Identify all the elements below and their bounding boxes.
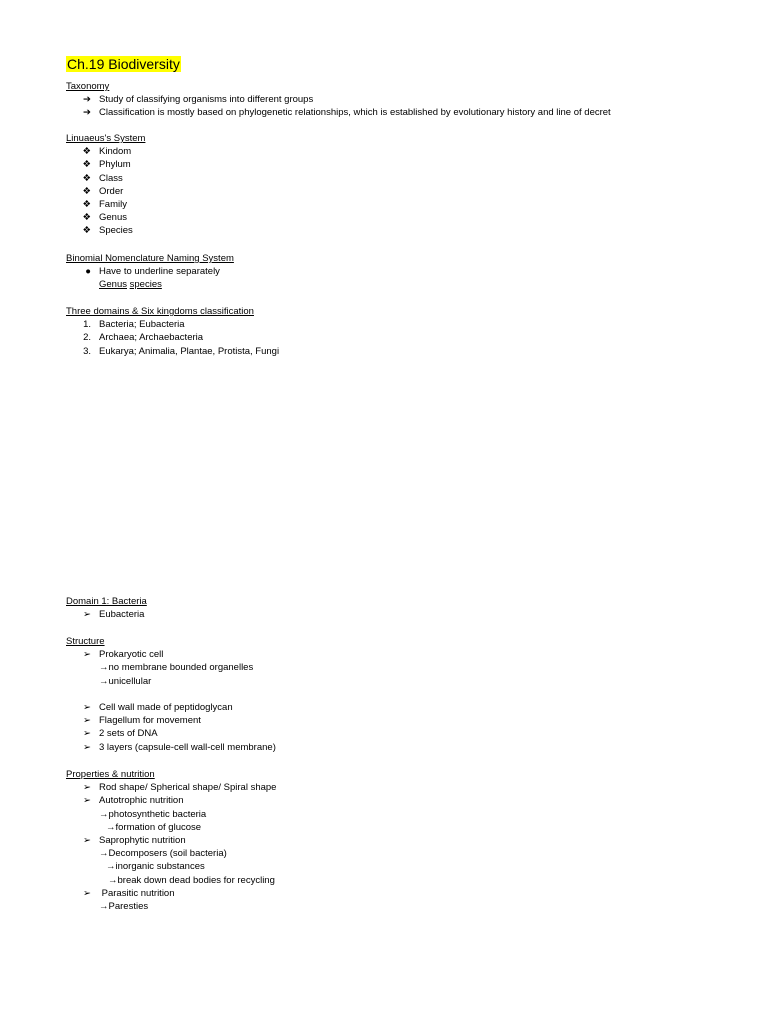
section-taxonomy bbox=[66, 80, 746, 120]
section-heading: Structure bbox=[66, 636, 105, 647]
sub-item: →Decomposers (soil bacteria) bbox=[99, 848, 227, 860]
diamond-bullet-icon: ❖ bbox=[82, 198, 91, 210]
section-heading: Domain 1: Bacteria bbox=[66, 596, 147, 607]
list-item: ❖ Phylum bbox=[66, 158, 746, 171]
sub-item: →break down dead bodies for recycling bbox=[108, 874, 275, 886]
list-item: ❖ Family bbox=[66, 198, 746, 211]
sub-item: →no membrane bounded organelles bbox=[99, 662, 254, 674]
arrowhead-bullet-icon: ➢ bbox=[83, 609, 91, 621]
arrowhead-bullet-icon: ➢ bbox=[83, 649, 91, 661]
list-item: ➢ 3 layers (capsule-cell wall-cell membrane) bbox=[66, 741, 746, 754]
section-heading: Binomial Nomenclature Naming System bbox=[66, 253, 234, 264]
sub-item: →unicellular bbox=[99, 675, 152, 687]
list-item: ➢ Saprophytic nutrition bbox=[66, 834, 746, 847]
arrowhead-bullet-icon: ➢ bbox=[83, 795, 91, 807]
list-item: ➢ Parasitic nutrition bbox=[66, 887, 746, 900]
diamond-bullet-icon: ❖ bbox=[82, 172, 91, 184]
arrowhead-bullet-icon: ➢ bbox=[83, 834, 91, 846]
list-item: ➔ Classification is mostly based on phylogenetic relationships, which is established by evolutionary history and line of decret bbox=[66, 106, 746, 119]
list-item: ➢ Autotrophic nutrition bbox=[66, 794, 746, 807]
section-heading: Taxonomy bbox=[66, 81, 110, 92]
page-title: Ch.19 Biodiversity bbox=[67, 56, 180, 72]
section-domain1 bbox=[66, 595, 746, 621]
list-item: ● Have to underline separately bbox=[66, 265, 746, 278]
list-item: ➢ Cell wall made of peptidoglycan bbox=[66, 701, 746, 714]
sub-item: →Paresties bbox=[99, 900, 149, 912]
sub-item: →formation of glucose bbox=[106, 821, 202, 833]
section-domains bbox=[66, 305, 746, 358]
list-item: ❖ Class bbox=[66, 172, 746, 185]
section-heading: Three domains & Six kingdoms classification bbox=[66, 306, 254, 317]
diamond-bullet-icon: ❖ bbox=[82, 185, 91, 197]
section-linnaeus bbox=[66, 132, 746, 238]
diamond-bullet-icon: ❖ bbox=[82, 159, 91, 171]
diamond-bullet-icon: ❖ bbox=[82, 212, 91, 224]
list-item: ➢ Flagellum for movement bbox=[66, 714, 746, 727]
list-item: ❖ Kindom bbox=[66, 145, 746, 158]
list-item: 1. Bacteria; Eubacteria bbox=[83, 319, 185, 331]
section-heading: Linuaeus's System bbox=[66, 133, 146, 144]
list-item: ➢ Rod shape/ Spherical shape/ Spiral shape bbox=[66, 781, 746, 794]
diamond-bullet-icon: ❖ bbox=[82, 225, 91, 237]
list-item: ➔ Study of classifying organisms into different groups bbox=[66, 93, 746, 106]
arrow-bullet-icon: ➔ bbox=[83, 94, 91, 106]
arrowhead-bullet-icon: ➢ bbox=[83, 715, 91, 727]
arrowhead-bullet-icon: ➢ bbox=[83, 728, 91, 740]
section-heading: Properties & nutrition bbox=[66, 769, 155, 780]
section-structure bbox=[66, 635, 746, 754]
arrowhead-bullet-icon: ➢ bbox=[83, 741, 91, 753]
section-binomial bbox=[66, 252, 746, 292]
list-item: ➢ Prokaryotic cell bbox=[66, 648, 746, 661]
list-item: ❖ Order bbox=[66, 185, 746, 198]
list-item: 2. Archaea; Archaebacteria bbox=[83, 332, 204, 344]
sub-item: →inorganic substances bbox=[106, 861, 205, 873]
arrowhead-bullet-icon: ➢ bbox=[83, 782, 91, 794]
genus-word: Genus bbox=[99, 279, 127, 291]
arrowhead-bullet-icon: ➢ bbox=[83, 701, 91, 713]
list-item: ➢ 2 sets of DNA bbox=[66, 727, 746, 740]
diamond-bullet-icon: ❖ bbox=[82, 146, 91, 158]
list-item: ❖ Species bbox=[66, 224, 746, 237]
list-item: 3. Eukarya; Animalia, Plantae, Protista, Fungi bbox=[83, 345, 280, 357]
sub-item: →photosynthetic bacteria bbox=[99, 808, 207, 820]
list-item: ➢ Eubacteria bbox=[66, 608, 746, 621]
section-properties bbox=[66, 768, 746, 913]
list-item: ❖ Genus bbox=[66, 211, 746, 224]
species-word: species bbox=[129, 279, 162, 291]
dot-bullet-icon: ● bbox=[85, 266, 91, 278]
arrowhead-bullet-icon: ➢ bbox=[83, 887, 91, 899]
arrow-bullet-icon: ➔ bbox=[83, 107, 91, 119]
example-line bbox=[66, 278, 746, 291]
